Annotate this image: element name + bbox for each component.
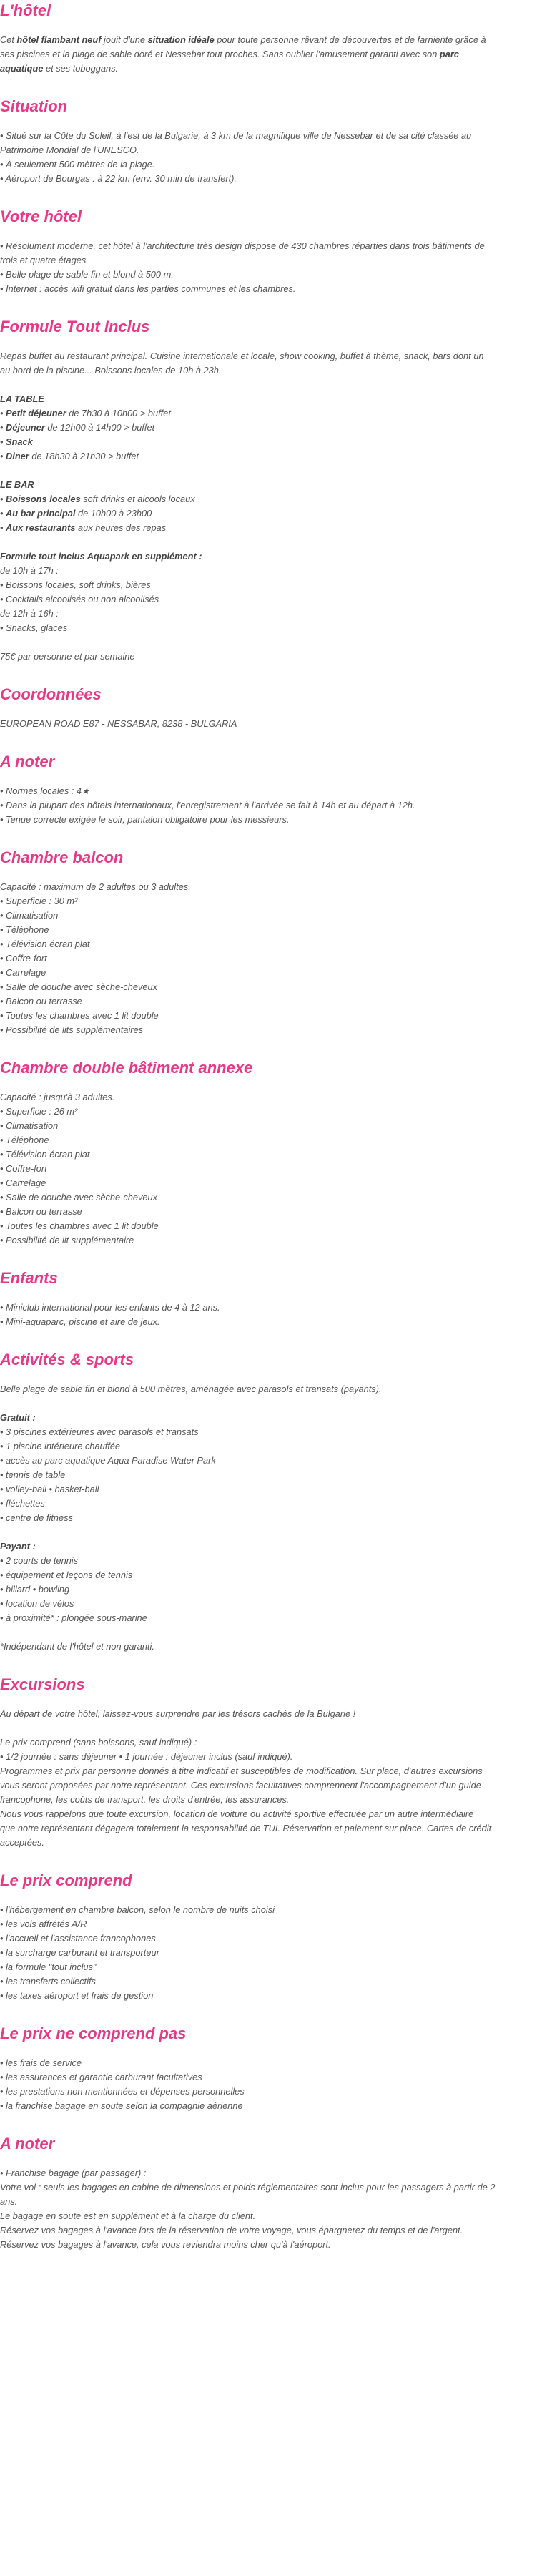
spacer [0,1850,538,1870]
text-segment: • centre de fitness [0,1512,73,1523]
bold-text: Formule tout inclus Aquapark en supplément : [0,551,202,562]
bold-text: LA TABLE [0,393,44,404]
text-segment: de 7h30 à 10h00 > buffet [66,408,171,418]
text-line [0,592,538,607]
text-line [0,980,538,994]
text-segment: • Miniclub international pour les enfants de 4 à 12 ans. [0,1302,220,1313]
text-line [0,1205,538,1219]
text-line [0,1568,538,1582]
text-line [0,1735,538,1750]
text-line [0,1468,538,1482]
text-segment: Le prix comprend (sans boissons, sauf indiqué) : [0,1737,197,1748]
text-line [0,621,538,635]
spacer [0,1248,538,1268]
text-line [0,62,538,76]
text-segment: • Situé sur la Côte du Soleil, à l'est de la Bulgarie, à 3 km de la magnifique ville de Nessebar et de sa cité classée au [0,130,472,141]
text-line [0,966,538,980]
text-segment: • Climatisation [0,910,59,921]
text-segment: 75€ par personne et par semaine [0,651,135,662]
text-line [0,392,538,406]
spacer [0,1037,538,1057]
text-line [0,880,538,894]
text-segment: Au départ de votre hôtel, laissez-vous surprendre par les trésors cachés de la Bulgarie ! [0,1708,356,1719]
text-line [0,349,538,363]
text-segment: • l'accueil et l'assistance francophones [0,1933,156,1944]
text-segment: • Téléphone [0,1135,49,1145]
text-line [0,2085,538,2099]
text-segment: • Aéroport de Bourgas : à 22 km (env. 30 min de transfert). [0,173,237,184]
text-line [0,239,538,253]
text-segment: • Résolument moderne, cet hôtel à l'architecture très design dispose de 430 chambres réparties dans trois bâtiments de [0,240,485,251]
text-segment: francophone, les coûts de transport, les droits d'entrée, les assurances. [0,1794,290,1805]
text-line [0,2180,538,2195]
text-segment: • À seulement 500 mètres de la plage. [0,159,155,170]
text-line [0,798,538,813]
spacer [0,705,538,717]
text-line [0,363,538,378]
text-line [0,268,538,282]
text-segment: Votre vol : seuls les bagages en cabine de dimensions et poids réglementaires sont inclus pour les passagers à partir de 2 [0,2182,496,2193]
text-segment: Programmes et prix par personne donnés à titre indicatif et susceptibles de modification. Sur place, d'autres excursions [0,1766,483,1776]
text-segment: • Possibilité de lits supplémentaires [0,1024,144,1035]
text-segment: • 3 piscines extérieures avec parasols et transats [0,1426,199,1437]
spacer [0,76,538,96]
text-segment: trois et quatre étages. [0,255,89,265]
bold-text: situation idéale [147,34,215,45]
text-line [0,1482,538,1497]
section-heading: Excursions [0,1675,85,1693]
text-line [0,909,538,923]
text-line [0,564,538,578]
text-line [0,2195,538,2209]
text-line [0,506,538,521]
text-line [0,406,538,421]
spacer [0,186,538,206]
section-heading: Formule Tout Inclus [0,318,150,336]
text-line [0,421,538,435]
text-line [0,1219,538,1233]
text-segment: EUROPEAN ROAD E87 - NESSABAR, 8238 - BULGARIA [0,718,237,729]
text-segment: pour toute personne rêvant de découvertes et de farniente grâce à [214,34,486,45]
text-line [0,2238,538,2252]
bold-text: parc [439,49,459,59]
text-line [0,1917,538,1931]
text-segment: Repas buffet au restaurant principal. Cuisine internationale et locale, show cooking, buffet à thème, snack, bars dont un [0,351,484,361]
text-line [0,172,538,186]
text-line [0,1793,538,1807]
text-segment: • Balcon ou terrasse [0,996,82,1007]
text-line [0,1974,538,1989]
spacer [0,773,538,784]
text-segment: • [0,436,6,447]
text-line [0,521,538,535]
section-heading: Enfants [0,1269,58,1287]
text-line [0,951,538,966]
text-line [0,1597,538,1611]
section-heading: A noter [0,2135,55,2153]
bold-text: Diner [6,451,29,461]
text-line [0,1764,538,1778]
text-segment: • location de vélos [0,1598,74,1609]
text-line [0,449,538,464]
spacer [0,1079,538,1090]
spacer [0,1396,538,1411]
text-line [0,2056,538,2070]
text-segment: • Coffre-fort [0,953,47,964]
text-line [0,1133,538,1147]
spacer [0,535,538,549]
spacer [0,227,538,239]
text-segment: • 2 courts de tennis [0,1555,79,1566]
text-segment: • Salle de douche avec sèche-cheveux [0,981,158,992]
section-heading: Le prix comprend [0,1871,132,1889]
text-segment: • Franchise bagage (par passager) : [0,2168,147,2178]
text-line [0,1425,538,1439]
text-segment: • Normes locales : 4★ [0,785,90,796]
text-line [0,784,538,798]
text-line [0,717,538,731]
bold-text: LE BAR [0,479,34,490]
text-segment: • billard • bowling [0,1584,70,1595]
text-line [0,1707,538,1721]
text-segment: • [0,422,6,433]
text-segment: • équipement et leçons de tennis [0,1569,133,1580]
spacer [0,731,538,751]
text-line [0,492,538,506]
text-segment: • la surcharge carburant et transporteur [0,1947,159,1958]
text-segment: de 18h30 à 21h30 > buffet [29,451,139,461]
text-line [0,2209,538,2223]
text-segment: • [0,408,6,418]
bold-text: Gratuit : [0,1412,36,1423]
text-line [0,435,538,449]
text-segment: de 12h à 16h : [0,608,59,619]
spacer [0,117,538,129]
spacer [0,868,538,880]
section-heading: Coordonnées [0,685,102,703]
text-segment: • Internet : accès wifi gratuit dans les parties communes et les chambres. [0,283,296,294]
text-line [0,1539,538,1554]
spacer [0,1289,538,1301]
text-segment: • les assurances et garantie carburant facultatives [0,2072,202,2082]
bold-text: Boissons locales [6,494,81,504]
text-line [0,607,538,621]
text-segment: • Carrelage [0,1177,46,1188]
text-line [0,478,538,492]
text-segment: • Dans la plupart des hôtels internationaux, l'enregistrement à l'arrivée se fait à 14h et au départ à 12h. [0,800,415,810]
spacer [0,1525,538,1539]
spacer [0,296,538,316]
text-segment: • Cocktails alcoolisés ou non alcoolisés [0,594,159,604]
text-line [0,2070,538,2085]
text-segment: soft drinks et alcools locaux [80,494,195,504]
text-line [0,650,538,664]
text-segment: Réservez vos bagages à l'avance lors de la réservation de votre voyage, vous épargnerez du temps et de l'argent. [0,2225,463,2235]
bold-text: hôtel flambant neuf [16,34,102,45]
section-heading: Chambre balcon [0,848,124,866]
text-segment: • [0,522,6,533]
text-segment: • Téléphone [0,924,49,935]
text-line [0,2223,538,2238]
text-segment: aux heures des repas [75,522,167,533]
text-segment: • fléchettes [0,1498,45,1509]
spacer [0,21,538,33]
text-line [0,129,538,143]
text-line [0,1176,538,1190]
text-segment: • Toutes les chambres avec 1 lit double [0,1220,159,1231]
text-segment: • la formule "tout inclus" [0,1962,97,1972]
text-line [0,1301,538,1315]
text-line [0,1454,538,1468]
text-line [0,1946,538,1960]
text-line [0,1190,538,1205]
text-segment: Nous vous rappelons que toute excursion, location de voiture ou activité sportive effectuée par un autre intermédiaire [0,1808,474,1819]
section-heading: A noter [0,753,55,770]
text-line [0,937,538,951]
text-segment: • les prestations non mentionnées et dépenses personnelles [0,2086,245,2097]
text-line [0,1582,538,1597]
text-segment: • les vols affrétés A/R [0,1919,87,1929]
text-line [0,1807,538,1821]
bold-text: Déjeuner [6,422,45,433]
text-line [0,1382,538,1396]
spacer [0,827,538,847]
spacer [0,1721,538,1735]
spacer [0,1329,538,1349]
text-line [0,1162,538,1176]
text-line [0,1750,538,1764]
text-segment: • Tenue correcte exigée le soir, pantalon obligatoire pour les messieurs. [0,814,290,825]
section-heading: Le prix ne comprend pas [0,2024,187,2042]
text-segment: • [0,451,6,461]
text-segment: • la franchise bagage en soute selon la compagnie aérienne [0,2100,243,2111]
text-line [0,2166,538,2180]
text-segment: • Salle de douche avec sèche-cheveux [0,1192,158,1203]
text-segment: • Mini-aquaparc, piscine et aire de jeux. [0,1316,160,1327]
text-line [0,894,538,909]
text-segment: Le bagage en soute est en supplément et à la charge du client. [0,2210,256,2221]
text-segment: • Télévision écran plat [0,939,90,949]
section-heading: Votre hôtel [0,207,82,225]
text-line [0,1147,538,1162]
text-segment: Belle plage de sable fin et blond à 500 mètres, aménagée avec parasols et transats (payants). [0,1384,382,1394]
text-segment: • accès au parc aquatique Aqua Paradise Water Park [0,1455,216,1466]
text-segment: • Boissons locales, soft drinks, bières [0,579,151,590]
text-segment: • [0,494,6,504]
text-segment: • à proximité* : plongée sous-marine [0,1612,147,1623]
text-segment: • Toutes les chambres avec 1 lit double [0,1010,159,1021]
text-segment: • 1/2 journée : sans déjeuner • 1 journée : déjeuner inclus (sauf indiqué). [0,1751,293,1762]
text-segment: au bord de la piscine... Boissons locales de 10h à 23h. [0,365,222,376]
text-line [0,923,538,937]
text-segment: • [0,508,6,519]
text-segment: Cet [0,34,17,45]
text-line [0,1439,538,1454]
text-line [0,1611,538,1625]
text-line [0,1511,538,1525]
text-segment: ses piscines et la plage de sable doré et Nessebar tout proches. Sans oublier l'amusement garanti avec son [0,49,440,59]
text-segment: • Possibilité de lit supplémentaire [0,1235,134,1245]
spacer [0,2003,538,2023]
spacer [0,1695,538,1707]
text-line [0,1903,538,1917]
text-line [0,549,538,564]
text-line [0,1090,538,1105]
spacer [0,1891,538,1903]
text-line [0,1836,538,1850]
spacer [0,2155,538,2166]
spacer [0,635,538,650]
text-line [0,253,538,268]
text-line [0,1315,538,1329]
text-segment: • 1 piscine intérieure chauffée [0,1441,121,1451]
bold-text: Au bar principal [6,508,76,519]
text-segment: de 12h00 à 14h00 > buffet [44,422,155,433]
spacer [0,2044,538,2056]
text-line [0,1640,538,1654]
text-segment: • Belle plage de sable fin et blond à 500 m. [0,269,174,280]
text-line [0,143,538,157]
text-line [0,157,538,172]
text-line [0,47,538,62]
text-line [0,33,538,47]
text-segment: • les transferts collectifs [0,1976,96,1987]
text-line [0,1105,538,1119]
text-segment: Capacité : maximum de 2 adultes ou 3 adultes. [0,881,191,892]
text-line [0,2099,538,2113]
spacer [0,1625,538,1640]
text-segment: et ses toboggans. [43,63,119,74]
text-line [0,1023,538,1037]
text-segment: que notre représentant dégagera totalement la responsabilité de TUI. Réservation et paiement sur place. Cartes de crédit [0,1823,492,1833]
spacer [0,664,538,684]
text-segment: acceptées. [0,1837,44,1848]
spacer [0,378,538,392]
text-line [0,1233,538,1248]
text-segment: de 10h00 à 23h00 [75,508,152,519]
spacer [0,2113,538,2133]
text-line [0,1009,538,1023]
text-line [0,282,538,296]
spacer [0,1371,538,1382]
text-segment: • Superficie : 26 m² [0,1106,78,1117]
text-segment: Réservez vos bagages à l'avance, cela vous reviendra moins cher qu'à l'aéroport. [0,2239,331,2250]
text-segment: • volley-ball • basket-ball [0,1484,99,1494]
text-line [0,1821,538,1836]
section-heading: L'hôtel [0,1,51,19]
bold-text: Petit déjeuner [6,408,66,418]
text-line [0,1931,538,1946]
text-line [0,1778,538,1793]
text-segment: Capacité : jusqu'à 3 adultes. [0,1092,115,1102]
text-segment: de 10h à 17h : [0,565,59,576]
text-segment: • Climatisation [0,1120,59,1131]
text-segment: vous seront proposées par notre représentant. Ces excursions facultatives comprennent l'accompagnement d'un guide [0,1780,481,1791]
section-heading: Situation [0,97,68,115]
text-line [0,994,538,1009]
text-segment: *Indépendant de l'hôtel et non garanti. [0,1641,154,1652]
section-heading: Activités & sports [0,1351,134,1368]
text-line [0,1960,538,1974]
bold-text: Snack [6,436,33,447]
section-heading: Chambre double bâtiment annexe [0,1059,253,1077]
text-line [0,813,538,827]
text-line [0,1497,538,1511]
text-line [0,1411,538,1425]
bold-text: Payant : [0,1541,36,1552]
bold-text: Aux restaurants [6,522,76,533]
text-segment: • les taxes aéroport et frais de gestion [0,1990,154,2001]
text-segment: • Snacks, glaces [0,622,68,633]
text-line [0,1989,538,2003]
text-line [0,578,538,592]
text-segment: • Superficie : 30 m² [0,896,78,906]
text-segment: • Coffre-fort [0,1163,47,1174]
spacer [0,464,538,478]
spacer [0,338,538,349]
text-segment: • Télévision écran plat [0,1149,90,1160]
text-segment: • les frais de service [0,2057,82,2068]
text-segment: Patrimoine Mondial de l'UNESCO. [0,145,139,155]
text-segment: • Balcon ou terrasse [0,1206,82,1217]
text-segment: • tennis de table [0,1469,66,1480]
text-segment: ans. [0,2196,18,2207]
text-segment: • l'hébergement en chambre balcon, selon le nombre de nuits choisi [0,1904,275,1915]
text-line [0,1119,538,1133]
bold-text: aquatique [0,63,44,74]
text-segment: • Carrelage [0,967,46,978]
text-line [0,1554,538,1568]
text-segment: jouit d'une [101,34,148,45]
spacer [0,1654,538,1674]
